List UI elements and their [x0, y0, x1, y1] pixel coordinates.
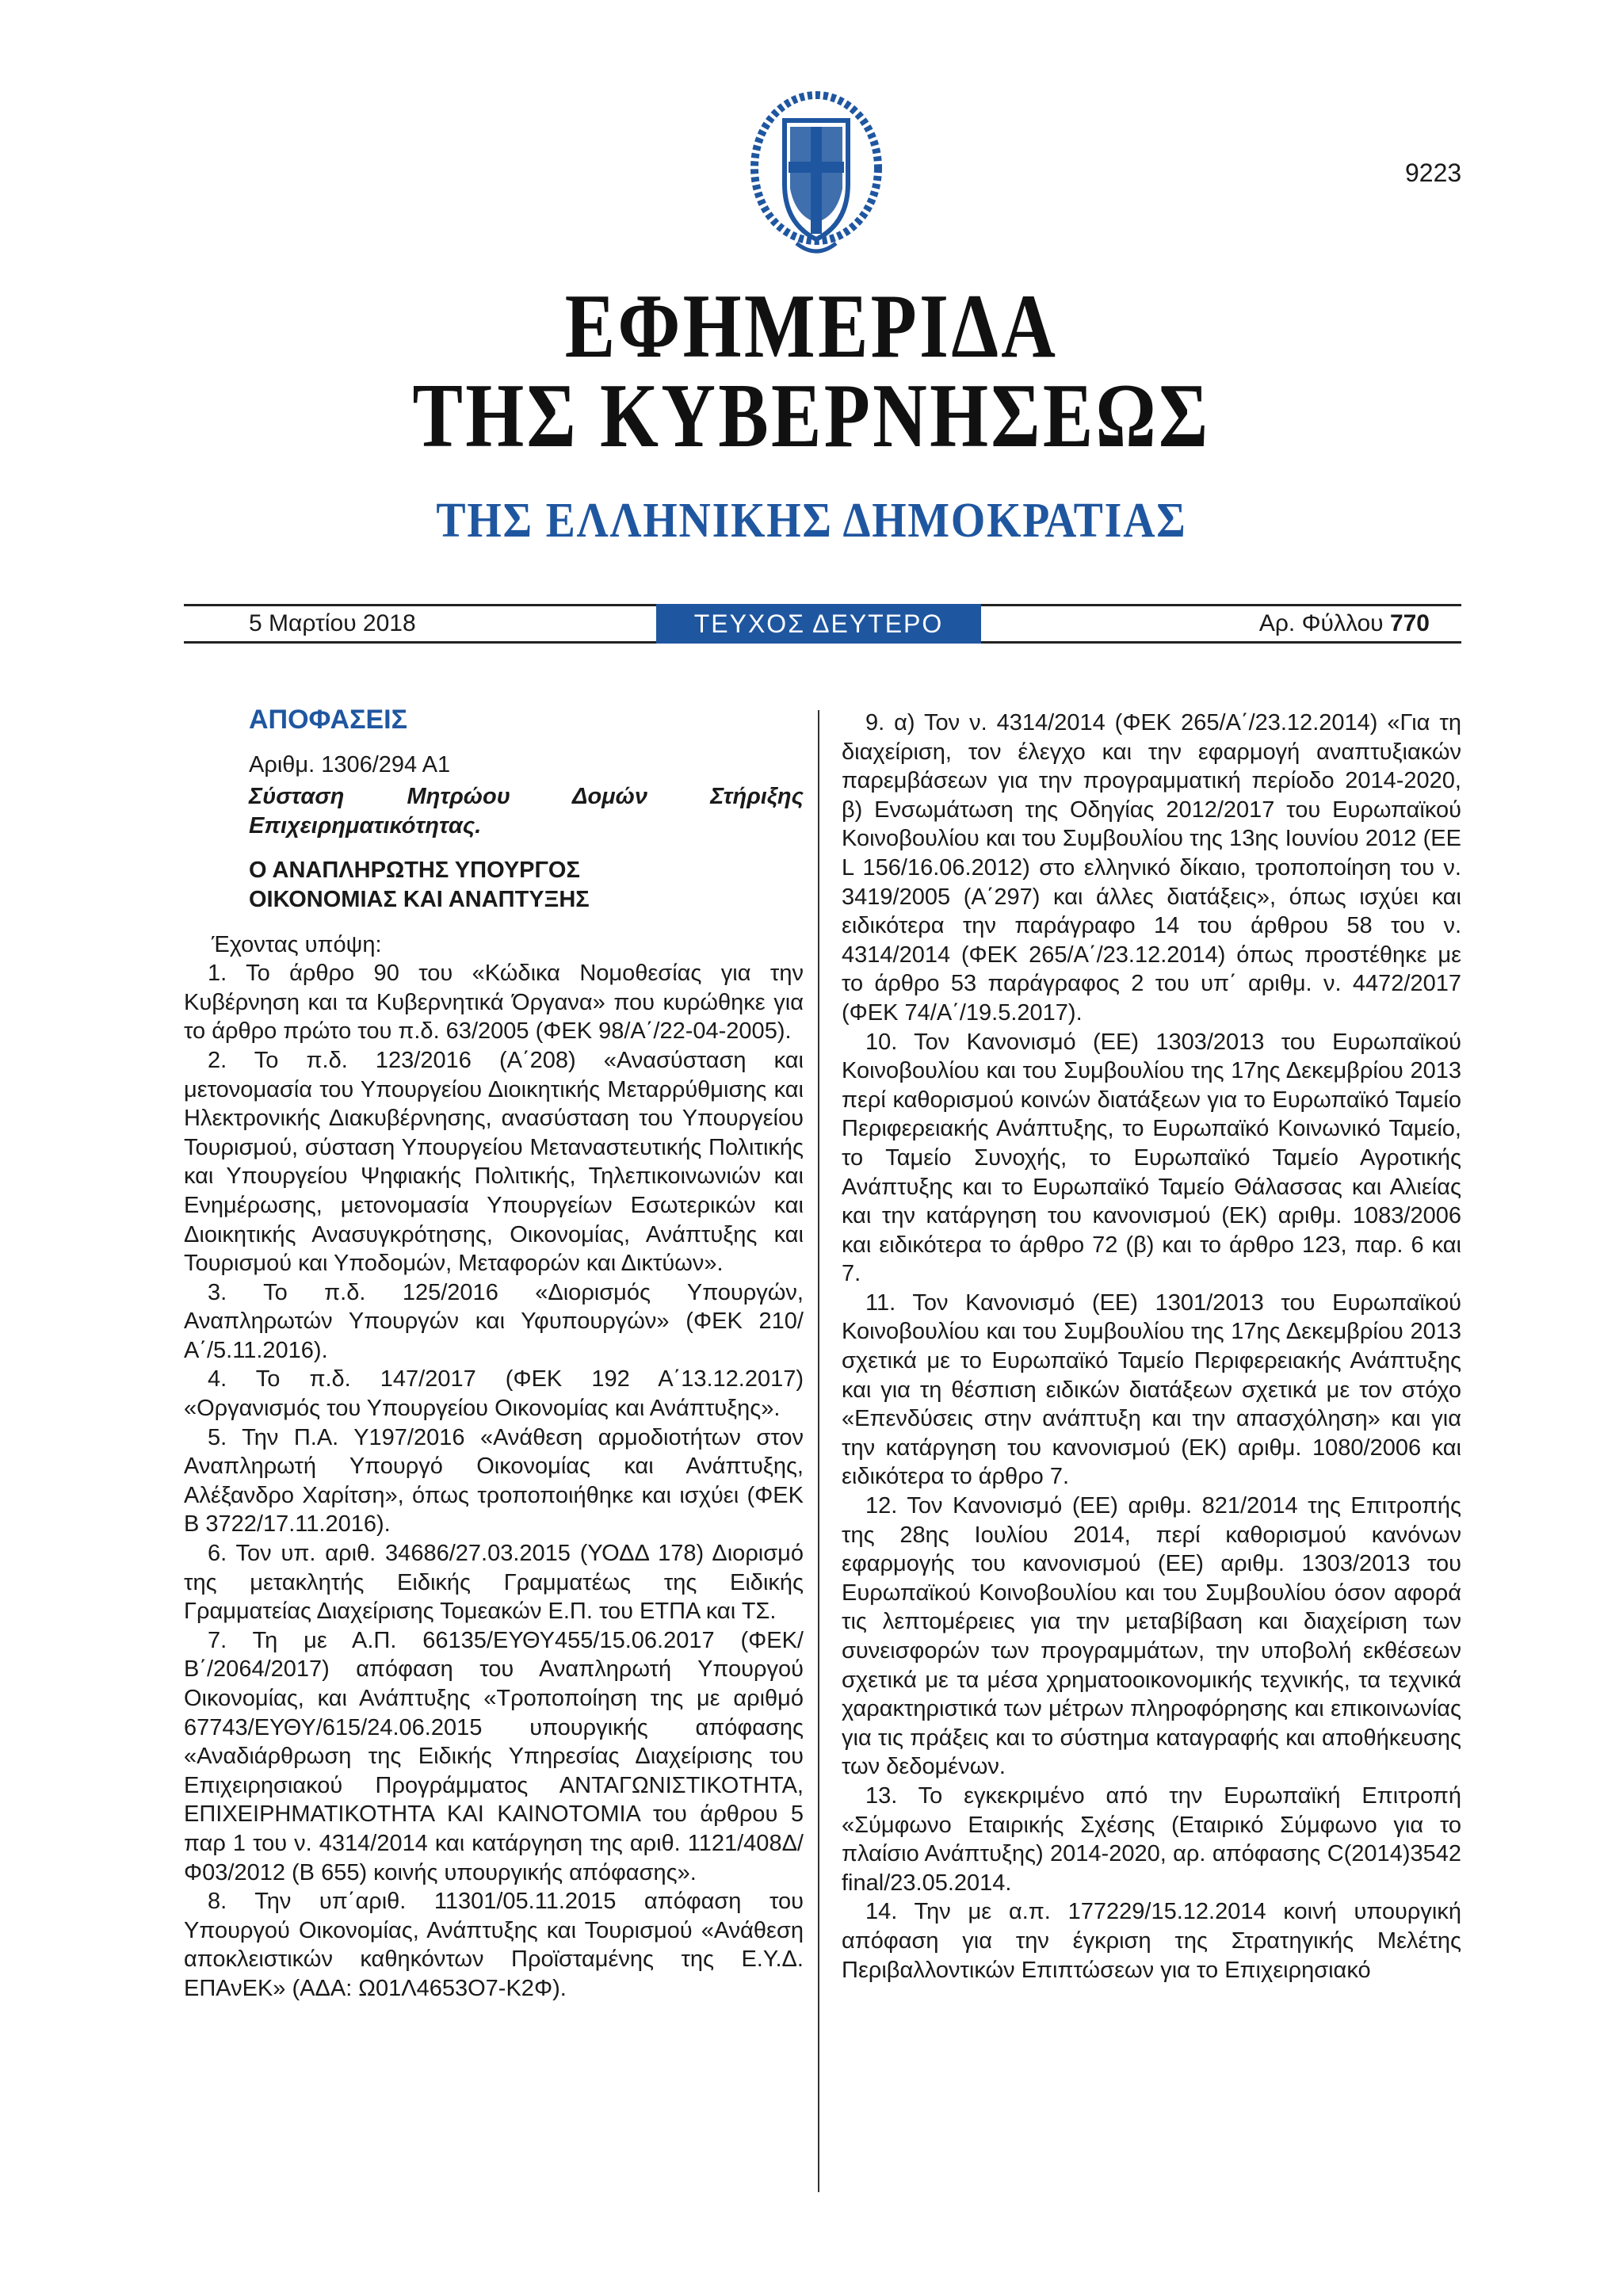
decision-title: Σύσταση Μητρώου Δομών Στήριξης Επιχειρηματικότητας. [249, 784, 804, 839]
paragraph: 14. Την με α.π. 177229/15.12.2014 κοινή υπουργική απόφαση για την έγκριση της Στρατηγικής Μελέτης Περιβαλλοντικών Επιπτώσεων για το Επιχειρησιακό [842, 1899, 1461, 1983]
paragraph: 12. Τον Κανονισμό (ΕΕ) αριθμ. 821/2014 της Επιτροπής της 28ης Ιουλίου 2014, περί καθορισμού κανόνων εφαρμογής του κανονισμού (ΕΕ) αριθμ. 1303/2013 του Ευρωπαϊκού Κοινοβουλίου και του Συμβουλίου όσον αφορά τις λεπτομέρειες για την μεταβίβαση και διαχείριση των συνεισφορών των προγραμμάτων, την υποβολή εκθέσεων σχετικά με τα μέσα χρηματοοικονομικής τεχνικής, τα τεχνικά χαρακτηριστικά των μέτρων πληροφόρησης και επικοινωνίας για τις πράξεις και το σύστημα καταγραφής και αποθήκευσης των δεδομένων. [842, 1493, 1461, 1780]
sheet-label: Αρ. Φύλλου [1258, 610, 1384, 636]
masthead-title-line1: ΕΦΗΜΕΡΙΔΑ [564, 276, 1059, 377]
paragraph: 8. Την υπ΄αριθ. 11301/05.11.2015 απόφαση του Υπουργού Οικονομίας, Ανάπτυξης και Τουρισμού «Ανάθεση αποκλειστικών καθηκόντων Προϊσταμένης της Ε.Υ.Δ. ΕΠΑνΕΚ» (ΑΔΑ: Ω01Λ4653Ο7-Κ2Φ). [184, 1889, 804, 2001]
paragraph: 9. α) Τον ν. 4314/2014 (ΦΕΚ 265/Α΄/23.12.2014) «Για τη διαχείριση, τον έλεγχο και την εφαρμογή αναπτυξιακών παρεμβάσεων για την προγραμματική περίοδο 2014-2020, β) Ενσωμάτωση της Οδηγίας 2012/2017 του Ευρωπαϊκού Κοινοβουλίου και του Συμβουλίου της 13ης Ιουνίου 2012 (ΕΕ L 156/16.06.2012) στο ελληνικό δίκαιο, τροποποίηση του ν. 3419/2005 (Α΄297) και άλλες διατάξεις», όπως ισχύει και ειδικότερα την παράγραφο 14 του άρθρου 58 του ν. 4314/2014 (ΦΕΚ 265/Α΄/23.12.2014) όπως προστέθηκε με το άρθρο 53 παράγραφος 2 του υπ΄ αριθμ. ν. 4472/2017 (ΦΕΚ 74/Α΄/19.5.2017). [842, 710, 1461, 1026]
paragraph: 13. Το εγκεκριμένο από την Ευρωπαϊκή Επιτροπή «Σύμφωνο Εταιρικής Σχέσης (Εταιρικό Σύμφωνο για το πλαίσιο Ανάπτυξης) 2014-2020, αρ. απόφασης C(2014)3542 final/23.05.2014. [842, 1782, 1461, 1896]
intro-text: Έχοντας υπόψη: [212, 931, 382, 957]
issue-sheet [1259, 609, 1430, 638]
paragraph: 2. Το π.δ. 123/2016 (Α΄208) «Ανασύσταση και μετονομασία του Υπουργείου Διοικητικής Μεταρρύθμισης και Ηλεκτρονικής Διακυβέρνησης, ανασύσταση του Υπουργείου Τουρισμού, σύσταση Υπουργείου Μεταναστευτικής Πολιτικής και Υπουργείου Ψηφιακής Πολιτικής, Τηλεπικοινωνιών και Ενημέρωσης, μετονομασία Υπουργείων Εσωτερικών και Διοικητικής Ανασυγκρότησης, Οικονομίας, Ανάπτυξης και Τουρισμού και Υποδομών, Μεταφορών και Δικτύων». [184, 1047, 804, 1277]
issue-title: ΤΕΥΧΟΣ ΔΕΥΤΕΡΟ [656, 604, 981, 644]
masthead-subtitle: ΤΗΣ ΕΛΛΗΝΙΚΗΣ ΔΗΜΟΚΡΑΤΙΑΣ [436, 494, 1187, 548]
paragraph: 3. Το π.δ. 125/2016 «Διορισμός Υπουργών, Αναπληρωτών Υπουργών και Υφυπουργών» (ΦΕΚ 210/Α΄/5.11.2016). [184, 1279, 804, 1363]
left-column [184, 705, 804, 2004]
paragraph: 10. Τον Κανονισμό (ΕΕ) 1303/2013 του Ευρωπαϊκού Κοινοβουλίου και του Συμβουλίου της 17ης Δεκεμβρίου 2013 περί καθορισμού κοινών διατάξεων για το Ευρωπαϊκό Ταμείο Περιφερειακής Ανάπτυξης, το Ευρωπαϊκό Κοινωνικό Ταμείο, το Ταμείο Συνοχής, το Ευρωπαϊκό Ταμείο Αγροτικής Ανάπτυξης και το Ευρωπαϊκό Ταμείο Θάλασσας και Αλιείας και την κατάργηση του κανονισμού (ΕΚ) αριθμ. 1083/2006 και ειδικότερα το άρθρο 72 (β) και το άρθρο 123, παρ. 6 και 7. [842, 1029, 1461, 1287]
issue-date: 5 Μαρτίου 2018 [249, 610, 416, 636]
paragraph: 1. Το άρθρο 90 του «Κώδικα Νομοθεσίας για την Κυβέρνηση και τα Κυβερνητικά Όργανα» που κυρώθηκε για το άρθρο πρώτο του π.δ. 63/2005 (ΦΕΚ 98/Α΄/22-04-2005). [184, 961, 804, 1045]
authority-line2: ΟΙΚΟΝΟΜΙΑΣ ΚΑΙ ΑΝΑΠΤΥΞΗΣ [249, 886, 590, 912]
decision-number: Αριθμ. 1306/294 Α1 [249, 751, 451, 777]
paragraph: 5. Την Π.Α. Υ197/2016 «Ανάθεση αρμοδιοτήτων στον Αναπληρωτή Υπουργό Οικονομίας και Ανάπτυξης, Αλέξανδρο Χαρίτση», όπως τροποποιήθηκε και ισχύει (ΦΕΚ Β 3722/17.11.2016). [184, 1424, 804, 1538]
paragraph: 6. Τον υπ. αριθ. 34686/27.03.2015 (ΥΟΔΔ 178) Διορισμό της μετακλητής Ειδικής Γραμματέως της Ειδικής Γραμματείας Διαχείρισης Τομεακών Ε.Π. του ΕΤΠΑ και ΤΣ. [184, 1541, 804, 1625]
masthead-title-line2: ΤΗΣ ΚΥΒΕΡΝΗΣΕΩΣ [412, 365, 1211, 467]
sheet-number: 770 [1389, 610, 1430, 636]
issue-bar [184, 604, 1461, 644]
paragraph: 11. Τον Κανονισμό (ΕΕ) 1301/2013 του Ευρωπαϊκού Κοινοβουλίου και του Συμβουλίου της 17ης Δεκεμβρίου 2013 σχετικά με το Ευρωπαϊκό Ταμείο Περιφερειακής Ανάπτυξης και για τη θέσπιση ειδικών διατάξεων σχετικά με τον στόχο «Επενδύσεις στην ανάπτυξη και την απασχόληση» και για την κατάργηση του κανονισμού (ΕΚ) αριθμ. 1080/2006 και ειδικότερα το άρθρο 7. [842, 1289, 1461, 1490]
greek-coat-of-arms-icon [741, 89, 892, 267]
authority-line1: Ο ΑΝΑΠΛΗΡΩΤΗΣ ΥΠΟΥΡΓΟΣ [249, 858, 580, 884]
paragraph: 4. Το π.δ. 147/2017 (ΦΕΚ 192 Α΄13.12.2017) «Οργανισμός του Υπουργείου Οικονομίας και Ανάπτυξης». [184, 1366, 804, 1422]
column-divider [818, 710, 819, 2192]
page-number: 9223 [1405, 159, 1462, 187]
right-column [842, 709, 1461, 1985]
section-heading: ΑΠΟΦΑΣΕΙΣ [249, 705, 408, 735]
paragraph: 7. Τη με Α.Π. 66135/ΕΥΘΥ455/15.06.2017 (ΦΕΚ/Β΄/2064/2017) απόφαση του Αναπληρωτή Υπουργού Οικονομίας, και Ανάπτυξης «Τροποποίηση της με αριθμό 67743/ΕΥΘΥ/615/24.06.2015 υπουργικής απόφασης «Αναδιάρθρωση της Ειδικής Υπηρεσίας Διαχείρισης του Επιχειρησιακού Προγράμματος ΑΝΤΑΓΩΝΙΣΤΙΚΟΤΗΤΑ, ΕΠΙΧΕΙΡΗΜΑΤΙΚΟΤΗΤΑ ΚΑΙ ΚΑΙΝΟΤΟΜΙΑ του άρθρου 5 παρ 1 του ν. 4314/2014 και κατάργηση της αριθ. 1121/408Δ/Φ03/2012 (Β 655) κοινής υπουργικής απόφασης». [184, 1627, 804, 1885]
